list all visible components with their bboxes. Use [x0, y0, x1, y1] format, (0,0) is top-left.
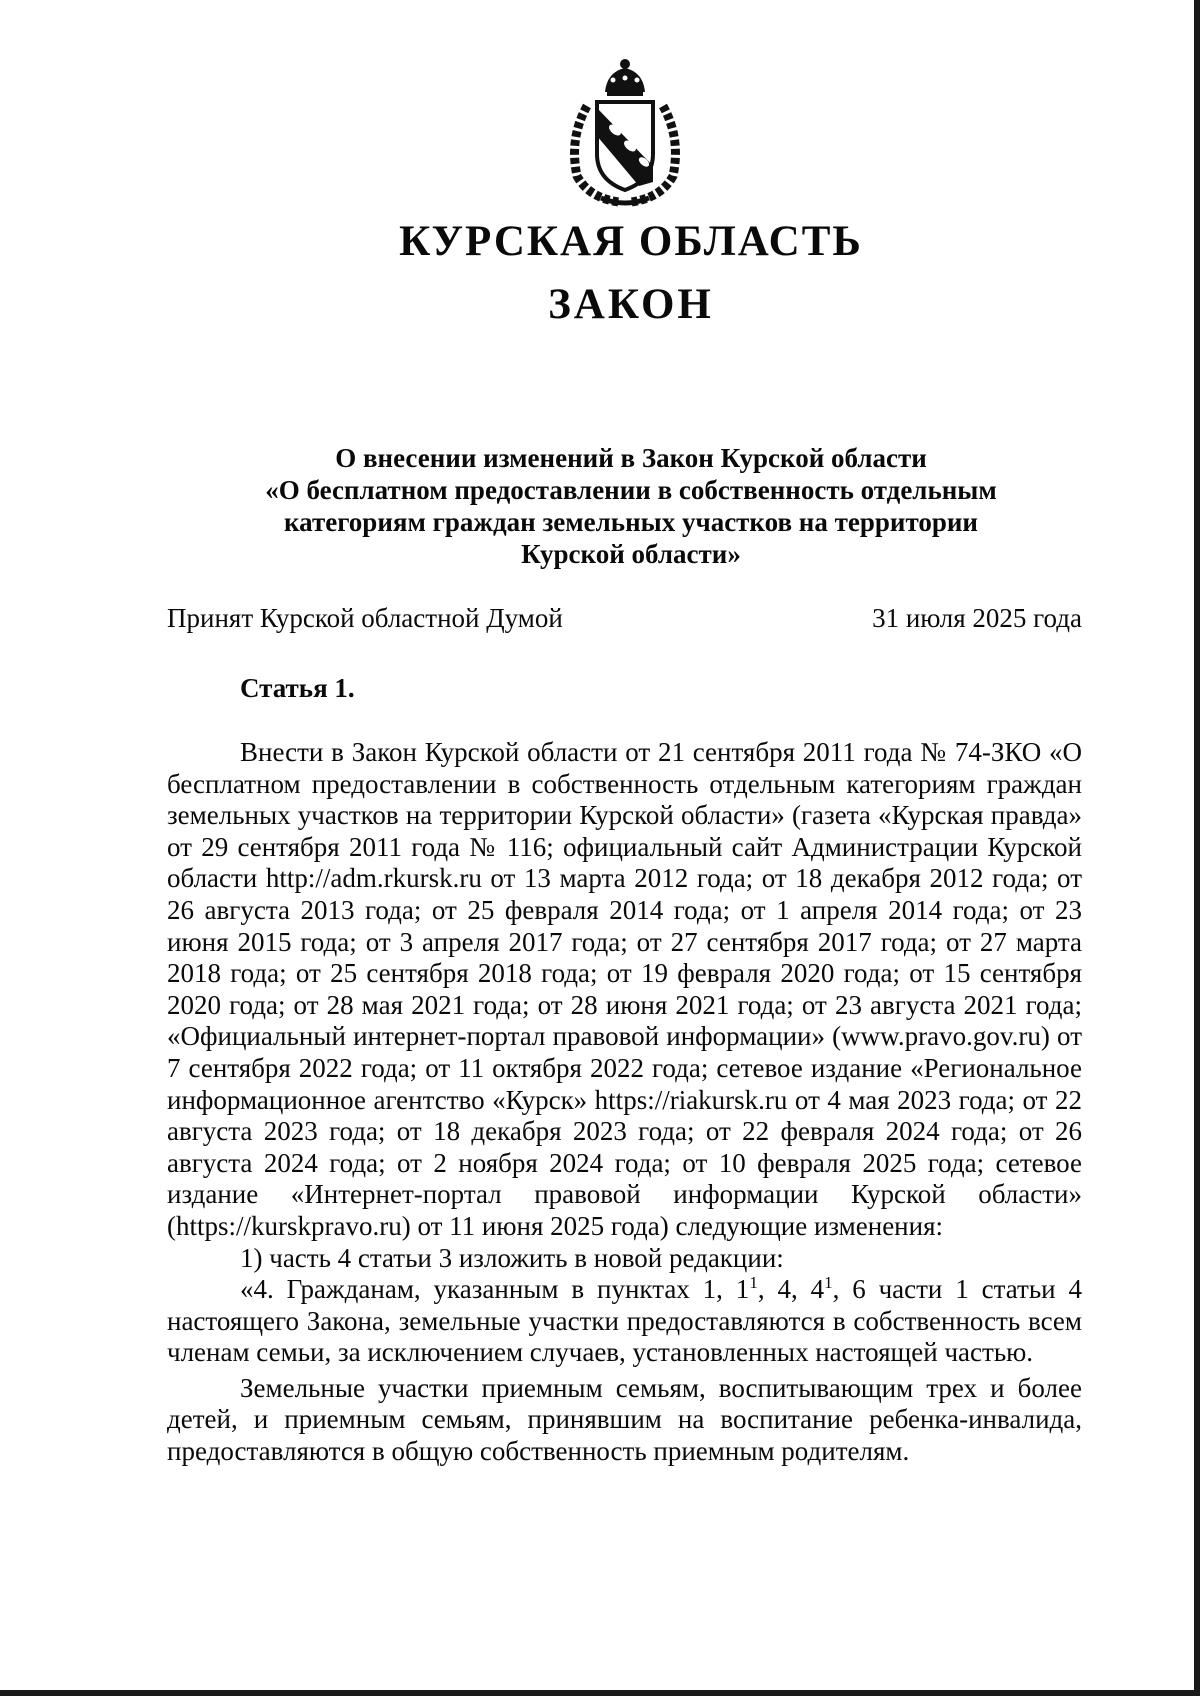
region-title: КУРСКАЯ ОБЛАСТЬ	[399, 218, 863, 265]
article-body	[167, 737, 1082, 1468]
subject-line: О внесении изменений в Закон Курской области	[335, 443, 927, 473]
adopted-by: Принят Курской областной Думой	[167, 603, 563, 633]
quote-text: «4. Гражданам, указанным в пунктах 1, 1	[240, 1274, 750, 1305]
adoption-date: 31 июля 2025 года	[872, 603, 1082, 633]
superscript: 1	[824, 1273, 833, 1293]
adoption-row	[167, 602, 1082, 634]
scan-edge-bottom	[0, 1690, 1200, 1696]
foster-family-paragraph: Земельные участки приемным семьям, воспитывающим трех и более детей, и приемным семьям, принявшим на воспитание ребенка-инвалида, предоставляются в общую собственность приемным родителям.	[167, 1372, 1082, 1467]
article-heading: Статья 1.	[240, 673, 355, 703]
article-intro-paragraph: Внести в Закон Курской области от 21 сентября 2011 года № 74-ЗКО «О бесплатном предоставлении в собственность отдельным категориям граждан земельных участков на территории Курской области» (газета «Курская правда» от 29 сентября 2011 года № 116; официальный сайт Администрации Курской области http://adm.rkursk.ru от 13 марта 2012 года; от 18 декабря 2012 года; от 26 августа 2013 года; от 25 февраля 2014 года; от 1 апреля 2014 года; от 23 июня 2015 года; от 3 апреля 2017 года; от 27 сентября 2017 года; от 27 марта 2018 года; от 25 сентября 2018 года; от 19 февраля 2020 года; от 15 сентября 2020 года; от 28 мая 2021 года; от 28 июня 2021 года; от 23 августа 2021 года; «Официальный интернет-портал правовой информации» (www.pravo.gov.ru) от 7 сентября 2022 года; от 11 октября 2022 года; сетевое издание «Региональное информационное агентство «Курск» https://riakursk.ru от 4 мая 2023 года; от 22 августа 2023 года; от 18 декабря 2023 года; от 22 февраля 2024 года; от 26 августа 2024 года; от 2 ноября 2024 года; от 10 февраля 2025 года; сетевое издание «Интернет-портал правовой информации Курской области» (https://kurskpravo.ru) от 11 июня 2025 года) следующие изменения:	[167, 737, 1082, 1241]
document-type-title: ЗАКОН	[548, 281, 714, 328]
law-subject-title	[160, 442, 1102, 570]
amendment-quote-paragraph	[167, 1274, 1082, 1369]
kursk-coat-of-arms-icon	[555, 58, 695, 208]
subject-line: Курской области»	[521, 539, 741, 569]
subject-line: «О бесплатном предоставлении в собственность отдельным	[265, 475, 997, 505]
quote-text: , 4, 4	[757, 1274, 825, 1305]
quote-text: , 6 части 1 статьи 4 настоящего Закона, земельные участки предоставляются в собственность всем членам семьи, за исключением случаев, установленных настоящей частью.	[167, 1274, 1082, 1368]
amendment-item-1: 1) часть 4 статьи 3 изложить в новой редакции:	[240, 1242, 784, 1273]
superscript: 1	[749, 1273, 758, 1293]
subject-line: категориям граждан земельных участков на территории	[284, 507, 978, 537]
